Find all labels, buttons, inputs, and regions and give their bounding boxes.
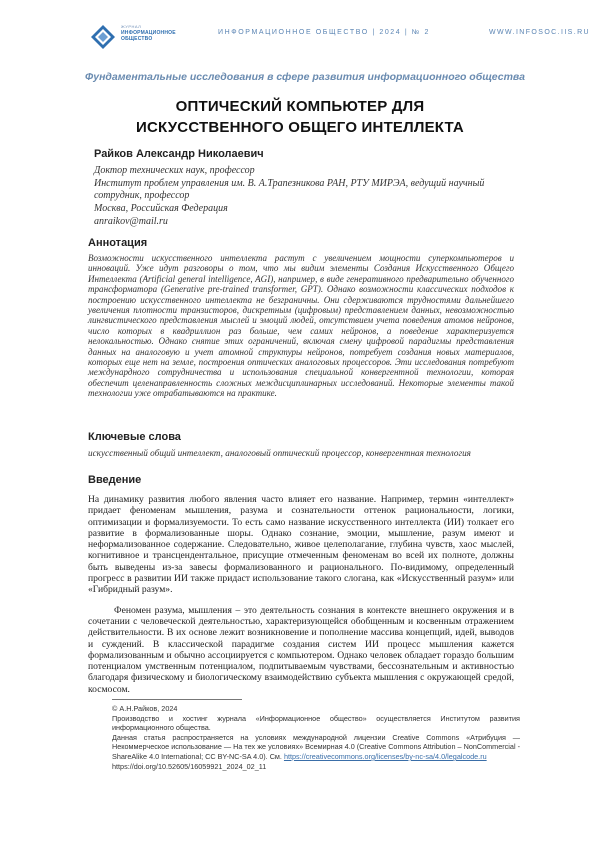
license-notice bbox=[112, 733, 520, 762]
logo-line-2: ИНФОРМАЦИОННОЕ bbox=[121, 30, 176, 36]
author-email[interactable]: anraikov@mail.ru bbox=[94, 215, 168, 227]
title-line-2: ИСКУССТВЕННОГО ОБЩЕГО ИНТЕЛЛЕКТА bbox=[136, 119, 464, 136]
logo-mark-icon bbox=[90, 24, 116, 50]
page-footer bbox=[112, 704, 520, 771]
license-link[interactable]: https://creativecommons.org/licenses/by-nc-sa/4.0/legalcode.ru bbox=[283, 751, 487, 761]
page-header bbox=[90, 18, 590, 60]
introduction-paragraph-2: Феномен разума, мышления – это деятельность сознания в контексте внешнего окружения и в сочетании с человеческой деятельностью, характеризующейся обобщенным и косвенным отражением действительности. В их основе лежит возникновение и пополнение массива концепций, идей, выводов и суждений. В классической парадигме создания систем ИИ процесс мышления кажется формализованным и обычно ассоциируется с компьютером. Однако человек обладает гораздо большим потенциалом умственным потенциалом, подпитываемым чувствами, бессознательным и активностью благодаря физическому и биологическому взаимодействию субъекта мышления с окружающей средой, космосом. bbox=[88, 604, 514, 695]
doi-link[interactable]: https://doi.org/10.52605/16059921_2024_02_11 bbox=[112, 761, 267, 771]
copyright-notice: © А.Н.Райков, 2024 bbox=[112, 704, 178, 713]
author-name: Райков Александр Николаевич bbox=[94, 148, 264, 160]
author-affiliation bbox=[94, 165, 514, 229]
journal-logo bbox=[90, 18, 200, 60]
journal-url[interactable]: WWW.INFOSOC.IIS.RU bbox=[488, 29, 590, 36]
license-text: Данная статья распространяется на условиях международной лицензии Creative Commons «Атрибуция — Некоммерческое использование — На тех же условиях» Всемирная 4.0 (Creative Commons Attribution – NonCommercial - ShareAlike 4.0 International; CC BY-NC-SA 4.0). См. bbox=[112, 732, 520, 761]
keywords-text: искусственный общий интеллект, аналоговый оптический процессор, конвергентная технология bbox=[88, 448, 471, 458]
title-line-1: ОПТИЧЕСКИЙ КОМПЬЮТЕР ДЛЯ bbox=[175, 98, 425, 115]
introduction-heading: Введение bbox=[88, 474, 142, 486]
keywords-heading: Ключевые слова bbox=[88, 431, 181, 443]
journal-masthead: ИНФОРМАЦИОННОЕ ОБЩЕСТВО | 2024 | № 2 bbox=[218, 29, 430, 36]
logo-line-1: ЖУРНАЛ bbox=[121, 24, 142, 29]
author-location: Москва, Российская Федерация bbox=[94, 203, 228, 215]
footnote-divider bbox=[112, 699, 242, 700]
section-heading: Фундаментальные исследования в сфере развития информационного общества bbox=[85, 71, 525, 83]
logo-line-3: ОБЩЕСТВО bbox=[121, 36, 153, 42]
abstract-text: Возможности искусственного интеллекта растут с увеличением мощности суперкомпьютеров и инноваций. Уже идут разговоры о том, что мы видим элементы Создания Искусственного Общего Интеллекта (Artificial general intelligence, AGI), например, в виде генеративного предварительно обученного трансформатора (Generative pre-trained transformer, GPT). Однако возможности классических подходов к построению искусственного интеллекта не безграничны. Они сдерживаются трудностями дальнейшего увеличения плотности транзисторов, дискретным (цифровым) представлением данных, невозможностью лингвистического представления мыслей и эмоций людей, отсутствием учета поведения атомов нейронов, число которых в квадриллион раз больше, чем самих нейронов, а поведение характеризуется нелокальностью. Однако снятие этих ограничений, включая смену цифровой парадигмы представления данных на аналоговую и учет атомной структуры нейронов, потребует создания новых материалов, которых еще нет на земле, построения оптических аналоговых процессоров. Эти исследования потребуют междунардного сотрудничества и использования специальной конвергентной технологии, которая обеспечит целенаправленность сложных междисциплинарных исследований. Некоторые элементы такой технологии уже отрабатываются на практике. bbox=[88, 253, 514, 399]
hosting-notice: Производство и хостинг журнала «Информационное общество» осуществляется Институтом развития информационного общества. bbox=[112, 713, 520, 733]
article-title bbox=[80, 96, 520, 138]
introduction-paragraph-1: На динамику развития любого явления часто влияет его название. Например, термин «интеллект» придает феноменам мышления, разума и сознательности оттенок рациональности, логики, оптимизации и формализуемости. То есть само название искусственного интеллекта (ИИ) толкает его развитие в формализованные шоры. Однако сознание, эмоции, мышление, разум имеют и неформализованное содержание. Следовательно, живое целеполагание, глубина чувств, хаос мыслей, когнитивное и трансцендентальное, присущие отмеченным феноменам во всей их полноте, должны быть выведены из-за завесы формализованного и рационального. По-видимому, определенный прогресс в развитии ИИ также придаст использование такого слогана, как «Искусственный разум» или «Гибридный разум». bbox=[88, 494, 514, 596]
author-institution: Институт проблем управления им. В. А.Трапезникова РАН, РТУ МИРЭА, ведущий научный сотрудник, профессор bbox=[94, 177, 485, 202]
introduction-body bbox=[88, 494, 514, 695]
author-degree: Доктор технических наук, профессор bbox=[94, 165, 255, 176]
abstract-heading: Аннотация bbox=[88, 237, 148, 249]
